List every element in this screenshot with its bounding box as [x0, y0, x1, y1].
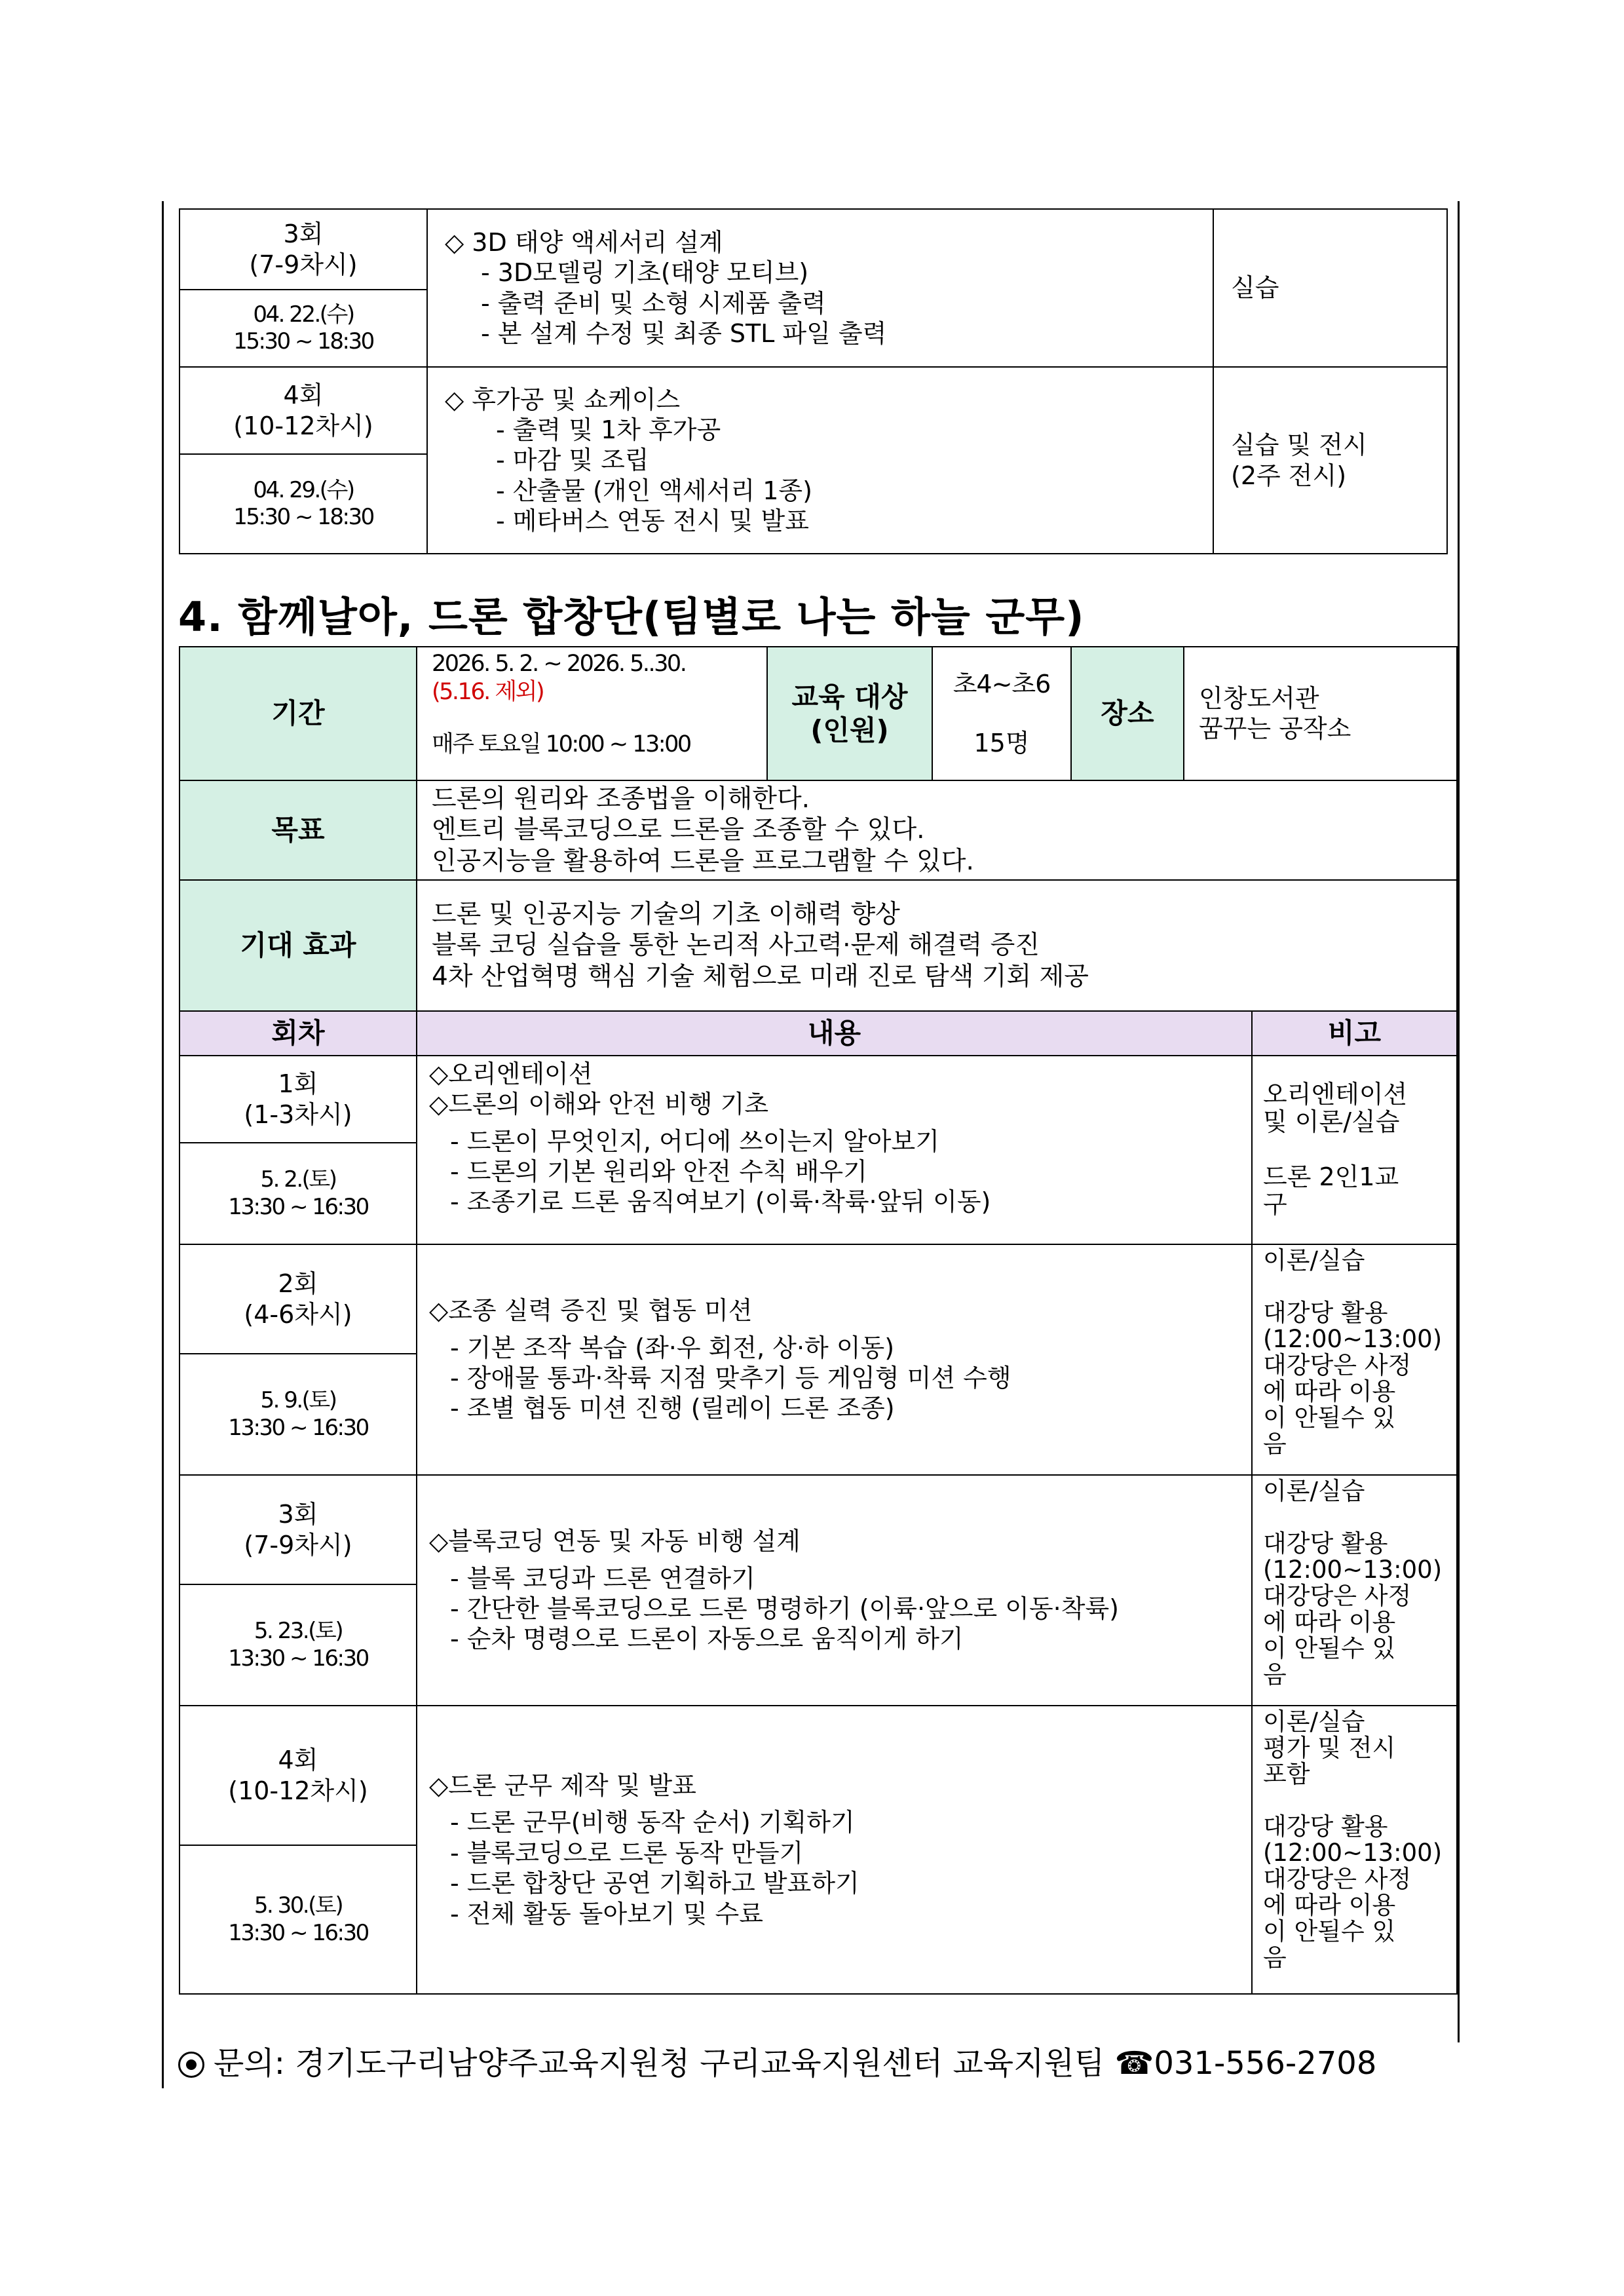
- content-heading: ◇조종 실력 증진 및 협동 미션: [429, 1296, 753, 1326]
- content-item: - 출력 준비 및 소형 시제품 출력: [481, 288, 826, 318]
- period-schedule: 매주 토요일 10:00 ~ 13:00: [432, 731, 690, 758]
- note-text: 대강당 활용: [1263, 1298, 1388, 1327]
- note-text: 음: [1263, 1943, 1287, 1972]
- note-text: 이론/실습: [1263, 1246, 1365, 1274]
- session-hours: (1-3차시): [244, 1100, 352, 1129]
- target-label-line2: (인원): [810, 714, 889, 746]
- session-cell: [179, 1706, 417, 1845]
- note-text: (12:00~13:00): [1263, 1838, 1443, 1867]
- content-item: - 장애물 통과·착륙 지점 맞추기 등 게임형 미션 수행: [450, 1364, 1011, 1392]
- date-cell: [179, 454, 427, 554]
- session-number: 3회: [278, 1500, 318, 1529]
- session-date: 5. 9.(토): [260, 1387, 336, 1414]
- goal-item: 인공지능을 활용하여 드론을 프로그램할 수 있다.: [432, 846, 974, 876]
- note-text: (12:00~13:00): [1263, 1555, 1443, 1584]
- session-number: 4회: [278, 1746, 318, 1775]
- goal-cell: [417, 780, 1457, 880]
- effect-cell: [417, 880, 1457, 1011]
- content-item: - 블록코딩으로 드론 동작 만들기: [450, 1838, 804, 1867]
- content-item: - 드론 군무(비행 동작 순서) 기획하기: [450, 1808, 855, 1837]
- note-text: 대강당은 사정: [1263, 1864, 1412, 1893]
- content-item: - 마감 및 조립: [496, 446, 649, 475]
- goal-item: 드론의 원리와 조종법을 이해한다.: [432, 784, 810, 814]
- content-heading: ◇블록코딩 연동 및 자동 비행 설계: [429, 1527, 801, 1556]
- header-note: 비고: [1252, 1011, 1457, 1056]
- session-date: 5. 2.(토): [260, 1166, 336, 1193]
- goal-label: 목표: [179, 780, 417, 880]
- header-session: 회차: [179, 1011, 417, 1056]
- note-text: 및 이론/실습: [1263, 1107, 1400, 1137]
- note-text: 음: [1263, 1660, 1287, 1689]
- note-cell: [1252, 1244, 1457, 1475]
- note-text: [1263, 1274, 1446, 1300]
- content-heading: ◇드론 군무 제작 및 발표: [429, 1771, 696, 1801]
- effect-item: 드론 및 인공지능 기술의 기초 이해력 향상: [432, 899, 900, 929]
- content-item: - 산출물 (개인 액세서리 1종): [496, 476, 812, 505]
- note-cell: [1252, 1056, 1457, 1244]
- note-text: 에 따라 이용: [1263, 1607, 1396, 1636]
- content-heading: ◇드론의 이해와 안전 비행 기초: [429, 1090, 769, 1119]
- session-cell: [179, 1056, 417, 1143]
- place-cell: [1184, 647, 1457, 780]
- session-time: 15:30 ~ 18:30: [233, 328, 373, 354]
- note-text: 이 안될수 있: [1263, 1917, 1396, 1945]
- session-number: 2회: [278, 1269, 318, 1299]
- content-cell: [417, 1056, 1252, 1244]
- session-time: 13:30 ~ 16:30: [228, 1193, 368, 1220]
- contact-organization: 경기도구리남양주교육지원청 구리교육지원센터 교육지원팀: [295, 2045, 1105, 2082]
- content-heading: ◇오리엔테이션: [429, 1060, 593, 1088]
- period-cell: [417, 647, 767, 780]
- content-item: - 조별 협동 미션 진행 (릴레이 드론 조종): [450, 1394, 895, 1423]
- content-cell: [417, 1475, 1252, 1706]
- date-cell: [179, 290, 427, 367]
- note-text: 대강당은 사정: [1263, 1581, 1412, 1610]
- program-info-table: [179, 646, 1458, 1012]
- content-item: - 드론이 무엇인지, 어디에 쓰이는지 알아보기: [450, 1126, 939, 1156]
- section-title: 4. 함께날아, 드론 합창단(팀별로 나는 하늘 군무): [178, 593, 1085, 641]
- content-heading: ◇ 3D 태양 액세서리 설계: [445, 227, 723, 257]
- content-item: - 출력 및 1차 후가공: [496, 415, 721, 444]
- note-cell: [1213, 367, 1447, 554]
- period-range: 2026. 5. 2. ~ 2026. 5..30.: [432, 651, 686, 677]
- left-frame-line: [162, 201, 164, 2088]
- goal-item: 엔트리 블록코딩으로 드론을 조종할 수 있다.: [432, 815, 925, 845]
- content-cell: [427, 367, 1213, 554]
- target-label-line1: 교육 대상: [791, 680, 908, 713]
- phone-icon: ☎: [1114, 2045, 1154, 2082]
- target-cell: [932, 647, 1071, 780]
- place-label: 장소: [1071, 647, 1184, 780]
- date-cell: [179, 1845, 417, 1994]
- content-item: - 3D모델링 기초(태양 모티브): [481, 258, 809, 288]
- session-date: 04. 29.(수): [253, 476, 354, 503]
- effect-label: 기대 효과: [179, 880, 417, 1011]
- contact-label: 문의:: [214, 2045, 285, 2082]
- session-number: 3회: [283, 220, 324, 249]
- note-text: 드론 2인1교: [1263, 1162, 1399, 1191]
- right-frame-line: [1458, 201, 1460, 2042]
- note-text: 대강당 활용: [1263, 1529, 1388, 1558]
- session-date: 5. 23.(토): [254, 1618, 343, 1645]
- session-date: 5. 30.(토): [254, 1892, 343, 1919]
- date-cell: [179, 1143, 417, 1244]
- content-item: - 간단한 블록코딩으로 드론 명령하기 (이륙·앞으로 이동·착륙): [450, 1594, 1119, 1623]
- contact-footer: [178, 2038, 1376, 2083]
- session-hours: (10-12차시): [228, 1776, 368, 1805]
- target-count: 15명: [973, 729, 1030, 757]
- session-cell: [179, 367, 427, 454]
- note-text: [1263, 1504, 1446, 1531]
- place-line1: 인창도서관: [1199, 683, 1319, 713]
- note-text: 실습: [1231, 273, 1279, 303]
- note-text: 실습 및 전시: [1231, 430, 1367, 460]
- session-hours: (7-9차시): [244, 1530, 352, 1559]
- date-cell: [179, 1584, 417, 1706]
- session-cell: [179, 1475, 417, 1584]
- session-hours: (7-9차시): [249, 250, 358, 279]
- content-item: - 드론의 기본 원리와 안전 수칙 배우기: [450, 1157, 867, 1187]
- period-label: 기간: [179, 647, 417, 780]
- session-time: 15:30 ~ 18:30: [233, 504, 373, 530]
- note-text: 음: [1263, 1429, 1287, 1458]
- schedule-table: [179, 1010, 1458, 1995]
- content-item: - 전체 활동 돌아보기 및 수료: [450, 1899, 763, 1928]
- note-text: 구: [1263, 1189, 1287, 1219]
- session-hours: (10-12차시): [233, 411, 373, 440]
- content-heading: ◇ 후가공 및 쇼케이스: [445, 385, 681, 414]
- contact-phone: 031-556-2708: [1154, 2045, 1377, 2082]
- note-cell: [1213, 209, 1447, 367]
- content-cell: [417, 1706, 1252, 1994]
- note-cell: [1252, 1706, 1457, 1994]
- note-text: 에 따라 이용: [1263, 1377, 1396, 1406]
- session-date: 04. 22.(수): [253, 301, 354, 328]
- content-item: - 순차 명령으로 드론이 자동으로 움직이게 하기: [450, 1624, 964, 1654]
- place-line2: 꿈꾸는 공작소: [1199, 714, 1351, 743]
- note-text: 평가 및 전시: [1263, 1733, 1396, 1762]
- target-label: [767, 647, 932, 780]
- content-item: - 메타버스 연동 전시 및 발표: [496, 507, 809, 536]
- header-content: 내용: [417, 1011, 1252, 1056]
- note-text: 이론/실습: [1263, 1477, 1365, 1505]
- session-cell: [179, 209, 427, 290]
- session-time: 13:30 ~ 16:30: [228, 1414, 368, 1441]
- content-cell: [427, 209, 1213, 367]
- note-text: 이 안될수 있: [1263, 1634, 1396, 1662]
- note-text: 대강당 활용: [1263, 1812, 1388, 1841]
- note-text: (12:00~13:00): [1263, 1324, 1443, 1353]
- content-item: - 블록 코딩과 드론 연결하기: [450, 1563, 755, 1593]
- content-item: - 드론 합창단 공연 기획하고 발표하기: [450, 1869, 859, 1898]
- note-text: 오리엔테이션: [1263, 1080, 1408, 1109]
- note-text: 이론/실습: [1263, 1708, 1365, 1736]
- note-text: 포함: [1263, 1759, 1310, 1788]
- content-item: - 조종기로 드론 움직여보기 (이륙·착륙·앞뒤 이동): [450, 1187, 991, 1217]
- note-cell: [1252, 1475, 1457, 1706]
- note-text: [1263, 1788, 1446, 1814]
- session-number: 4회: [283, 381, 324, 410]
- content-item: - 기본 조작 복습 (좌·우 회전, 상·하 이동): [450, 1333, 895, 1362]
- bullet-icon: [178, 2052, 204, 2078]
- note-text: 대강당은 사정: [1263, 1350, 1412, 1379]
- session-hours: (4-6차시): [244, 1299, 352, 1329]
- target-grade: 초4~초6: [953, 669, 1051, 698]
- effect-item: 블록 코딩 실습을 통한 논리적 사고력·문제 해결력 증진: [432, 930, 1040, 961]
- period-excluded: (5.16. 제외): [432, 678, 544, 705]
- session-time: 13:30 ~ 16:30: [228, 1919, 368, 1946]
- session-time: 13:30 ~ 16:30: [228, 1645, 368, 1672]
- note-text: (2주 전시): [1231, 461, 1347, 490]
- session-cell: [179, 1244, 417, 1354]
- date-cell: [179, 1354, 417, 1475]
- session-number: 1회: [278, 1069, 318, 1099]
- note-text: 이 안될수 있: [1263, 1403, 1396, 1432]
- previous-program-table: [179, 208, 1448, 554]
- note-text: 에 따라 이용: [1263, 1890, 1396, 1919]
- content-cell: [417, 1244, 1252, 1475]
- content-item: - 본 설계 수정 및 최종 STL 파일 출력: [481, 318, 887, 348]
- effect-item: 4차 산업혁명 핵심 기술 체험으로 미래 진로 탐색 기회 제공: [432, 961, 1089, 991]
- note-text: [1263, 1136, 1446, 1164]
